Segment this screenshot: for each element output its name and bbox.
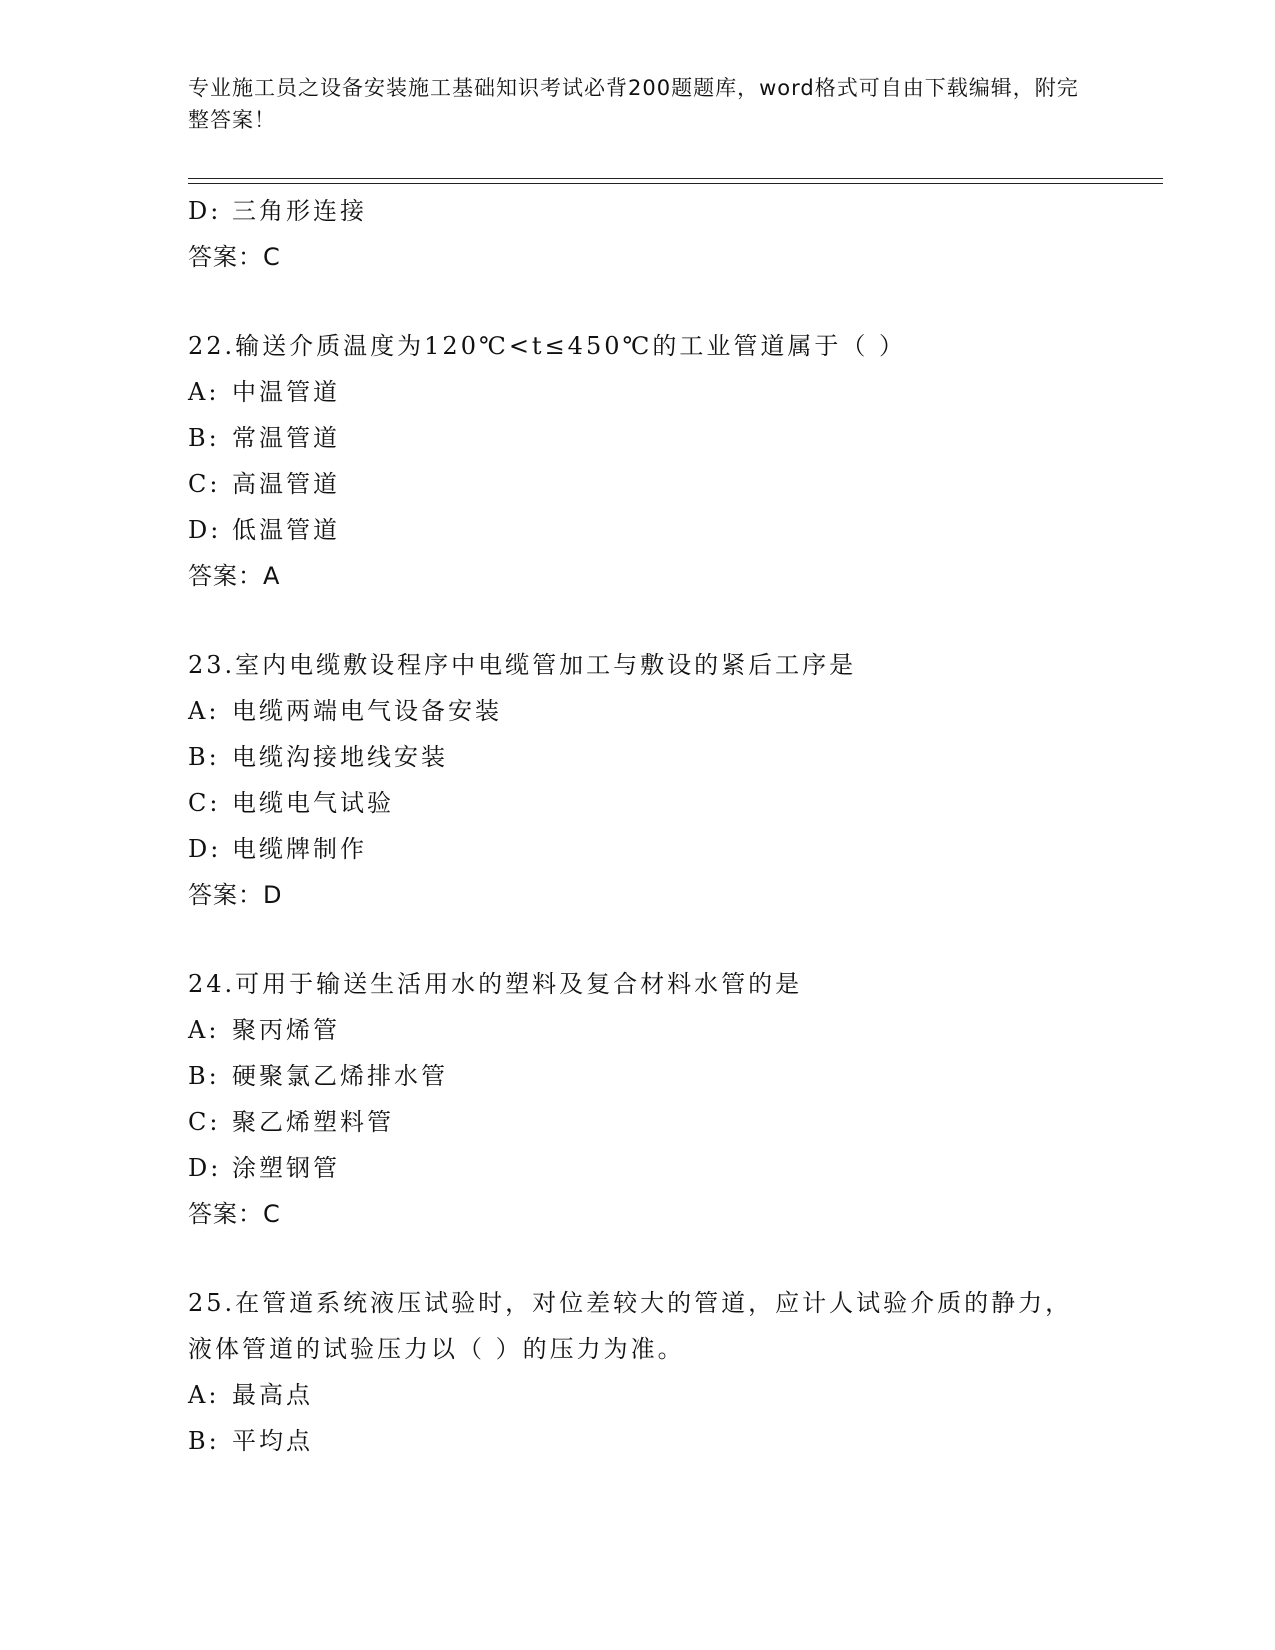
question-22-stem: 22.输送介质温度为120℃<t≤450℃的工业管道属于（ ） — [188, 332, 906, 360]
prev-answer: 答案：C — [188, 243, 281, 271]
question-content — [188, 188, 1088, 1464]
option-text: 最高点 — [232, 1381, 313, 1409]
q23-option-c — [188, 780, 1088, 826]
q25-option-a — [188, 1372, 1088, 1418]
q23-answer: 答案：D — [188, 881, 283, 909]
q24-option-b — [188, 1053, 1088, 1099]
option-text: 低温管道 — [232, 516, 340, 544]
option-key: A: — [188, 1381, 220, 1409]
option-key: A: — [188, 378, 220, 406]
option-text: 电缆两端电气设备安装 — [232, 697, 502, 725]
document-header — [188, 72, 1088, 136]
option-text: 电缆电气试验 — [232, 789, 394, 817]
option-text: 常温管道 — [232, 424, 340, 452]
option-text: 电缆沟接地线安装 — [232, 743, 448, 771]
q24-option-d — [188, 1145, 1088, 1191]
q23-option-a — [188, 688, 1088, 734]
header-title: 专业施工员之设备安装施工基础知识考试必背200题题库，word格式可自由下载编辑，附完整答案！ — [188, 76, 1079, 132]
option-key: D: — [188, 835, 222, 863]
option-key: B: — [188, 743, 220, 771]
q24-option-c — [188, 1099, 1088, 1145]
question-24-stem: 24.可用于输送生活用水的塑料及复合材料水管的是 — [188, 970, 803, 998]
q24-option-a — [188, 1007, 1088, 1053]
option-text: 硬聚氯乙烯排水管 — [232, 1062, 448, 1090]
spacer — [188, 599, 1088, 642]
q22-option-a — [188, 369, 1088, 415]
option-key: C: — [188, 1108, 221, 1136]
option-text: 电缆牌制作 — [232, 835, 367, 863]
option-key: A: — [188, 697, 220, 725]
option-key: B: — [188, 1062, 220, 1090]
prev-option-d — [188, 188, 1088, 234]
q22-option-c — [188, 461, 1088, 507]
option-key: A: — [188, 1016, 220, 1044]
spacer — [188, 280, 1088, 323]
q23-option-d — [188, 826, 1088, 872]
option-key: B: — [188, 1427, 220, 1455]
option-key: D: — [188, 197, 222, 225]
option-key: B: — [188, 424, 220, 452]
question-23-stem: 23.室内电缆敷设程序中电缆管加工与敷设的紧后工序是 — [188, 651, 857, 679]
option-key: C: — [188, 470, 221, 498]
option-key: D: — [188, 516, 222, 544]
q24-answer: 答案：C — [188, 1200, 281, 1228]
q25-option-b — [188, 1418, 1088, 1464]
q23-option-b — [188, 734, 1088, 780]
spacer — [188, 918, 1088, 961]
header-divider — [188, 178, 1163, 184]
q22-option-d — [188, 507, 1088, 553]
option-text: 中温管道 — [232, 378, 340, 406]
option-text: 涂塑钢管 — [232, 1154, 340, 1182]
question-25-stem: 25.在管道系统液压试验时，对位差较大的管道，应计人试验介质的静力，液体管道的试验压力以（ ）的压力为准。 — [188, 1289, 1073, 1363]
q22-answer: 答案：A — [188, 562, 281, 590]
option-key: D: — [188, 1154, 222, 1182]
option-text: 聚乙烯塑料管 — [232, 1108, 394, 1136]
spacer — [188, 1237, 1088, 1280]
option-text: 三角形连接 — [232, 197, 367, 225]
option-text: 高温管道 — [232, 470, 340, 498]
option-text: 平均点 — [232, 1427, 313, 1455]
option-text: 聚丙烯管 — [232, 1016, 340, 1044]
option-key: C: — [188, 789, 221, 817]
q22-option-b — [188, 415, 1088, 461]
